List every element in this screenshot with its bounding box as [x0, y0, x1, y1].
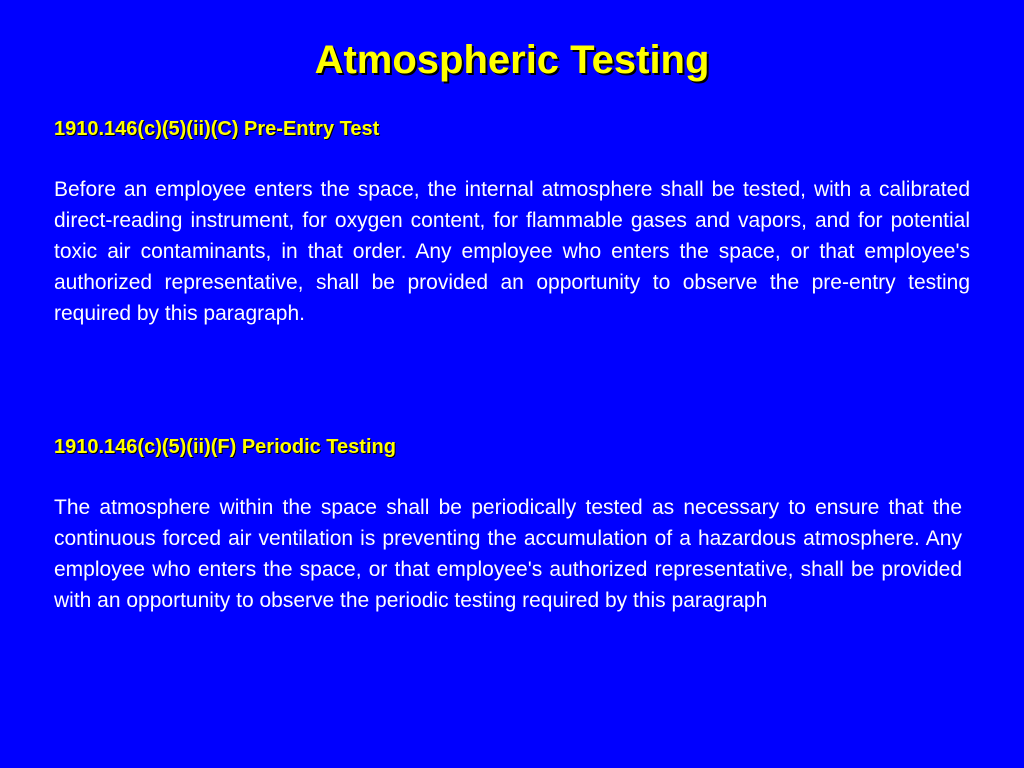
- section-heading: 1910.146(c)(5)(ii)(F) Periodic Testing: [54, 436, 396, 458]
- slide-title: Atmospheric Testing: [314, 38, 710, 82]
- section-body: Before an employee enters the space, the internal atmosphere shall be tested, with a calibrated direct-reading instrument, for oxygen content, for flammable gases and vapors, and for potential toxic air contaminants, in that order. Any employee who enters the space, or that employee's authorized representative, shall be provided an opportunity to observe the pre-entry testing required by this paragraph.: [54, 178, 970, 325]
- section-heading: 1910.146(c)(5)(ii)(C) Pre-Entry Test: [54, 118, 380, 140]
- section-body: The atmosphere within the space shall be periodically tested as necessary to ensure that the continuous forced air ventilation is preventing the accumulation of a hazardous atmosphere. Any employee who enters the space, or that employee's authorized representative, shall be provided with an opportunity to observe the periodic testing required by this paragraph: [54, 496, 962, 612]
